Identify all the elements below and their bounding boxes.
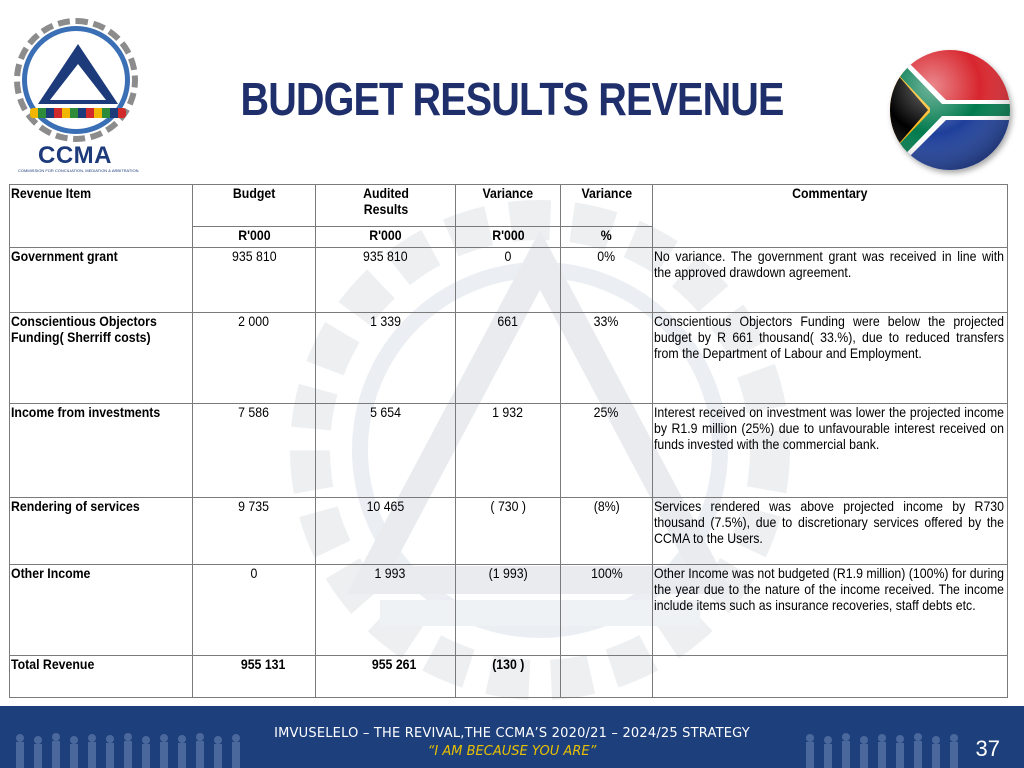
row-budget: 9 735 — [193, 498, 316, 565]
row-audited: 935 810 — [316, 248, 456, 313]
table-row — [10, 498, 1008, 565]
row-budget: 7 586 — [193, 404, 316, 498]
footer-strategy-text: IMVUSELELO – THE REVIVAL,THE CCMA’S 2020/21 – 2024/25 STRATEGY — [274, 726, 750, 741]
total-variance: (130 ) — [456, 656, 561, 698]
row-audited: 1 339 — [316, 313, 456, 404]
footer-banner — [0, 706, 1024, 768]
unit-audited: R'000 — [316, 227, 456, 248]
row-variance: 661 — [456, 313, 561, 404]
row-variance-pct: 33% — [561, 313, 653, 404]
header-budget: Budget — [193, 185, 316, 227]
row-item: Other Income — [10, 565, 193, 656]
row-commentary: Services rendered was above projected income by R730 thousand (7.5%), due to discretionary services offered by the CCMA to the Users. — [653, 498, 1008, 565]
header-variance-pct: Variance — [561, 185, 653, 227]
unit-variance: R'000 — [456, 227, 561, 248]
row-audited: 1 993 — [316, 565, 456, 656]
south-africa-flag-icon — [890, 50, 1010, 170]
table-row — [10, 404, 1008, 498]
total-commentary — [653, 656, 1008, 698]
row-item: Government grant — [10, 248, 193, 313]
total-variance-pct — [561, 656, 653, 698]
row-variance: 0 — [456, 248, 561, 313]
row-commentary: Conscientious Objectors Funding were below the projected budget by R 661 thousand( 33.%), due to reduced transfers from the Department of Labour and Employment. — [653, 313, 1008, 404]
logo-text: CCMA — [38, 142, 112, 169]
row-item: Income from investments — [10, 404, 193, 498]
row-commentary: No variance. The government grant was received in line with the approved drawdown agreement. — [653, 248, 1008, 313]
table-total-row — [10, 656, 1008, 698]
row-variance-pct: 0% — [561, 248, 653, 313]
footer-tagline: “I AM BECAUSE YOU ARE” — [427, 744, 597, 759]
row-variance: 1 932 — [456, 404, 561, 498]
page-title: BUDGET RESULTS REVENUE — [240, 73, 784, 125]
header-commentary: Commentary — [653, 185, 1008, 248]
table-header-row — [10, 185, 1008, 227]
row-audited: 5 654 — [316, 404, 456, 498]
unit-budget: R'000 — [193, 227, 316, 248]
row-budget: 0 — [193, 565, 316, 656]
table-row — [10, 248, 1008, 313]
table-row — [10, 313, 1008, 404]
header-audited-results: Audited Results — [316, 185, 456, 227]
row-item: Rendering of services — [10, 498, 193, 565]
row-budget: 935 810 — [193, 248, 316, 313]
row-variance: ( 730 ) — [456, 498, 561, 565]
header-revenue-item: Revenue Item — [10, 185, 193, 248]
logo-subtext: COMMISSION FOR CONCILIATION, MEDIATION & ARBITRATION — [18, 168, 139, 173]
row-variance-pct: 25% — [561, 404, 653, 498]
total-budget: 955 131 — [193, 656, 316, 698]
revenue-table — [9, 184, 1007, 698]
table-row — [10, 565, 1008, 656]
row-audited: 10 465 — [316, 498, 456, 565]
total-audited: 955 261 — [316, 656, 456, 698]
row-variance-pct: 100% — [561, 565, 653, 656]
row-variance: (1 993) — [456, 565, 561, 656]
row-commentary: Other Income was not budgeted (R1.9 million) (100%) for during the year due to the nature of the income received. The income include items such as insurance recoveries, staff debts etc. — [653, 565, 1008, 656]
row-commentary: Interest received on investment was lower the projected income by R1.9 million (25%) due to unfavourable interest received on funds invested with the commercial bank. — [653, 404, 1008, 498]
page-number: 37 — [975, 736, 1000, 761]
header-variance: Variance — [456, 185, 561, 227]
total-item: Total Revenue — [10, 656, 193, 698]
row-budget: 2 000 — [193, 313, 316, 404]
unit-variance-pct: % — [561, 227, 653, 248]
row-item: Conscientious Objectors Funding( Sherriff costs) — [10, 313, 193, 404]
row-variance-pct: (8%) — [561, 498, 653, 565]
